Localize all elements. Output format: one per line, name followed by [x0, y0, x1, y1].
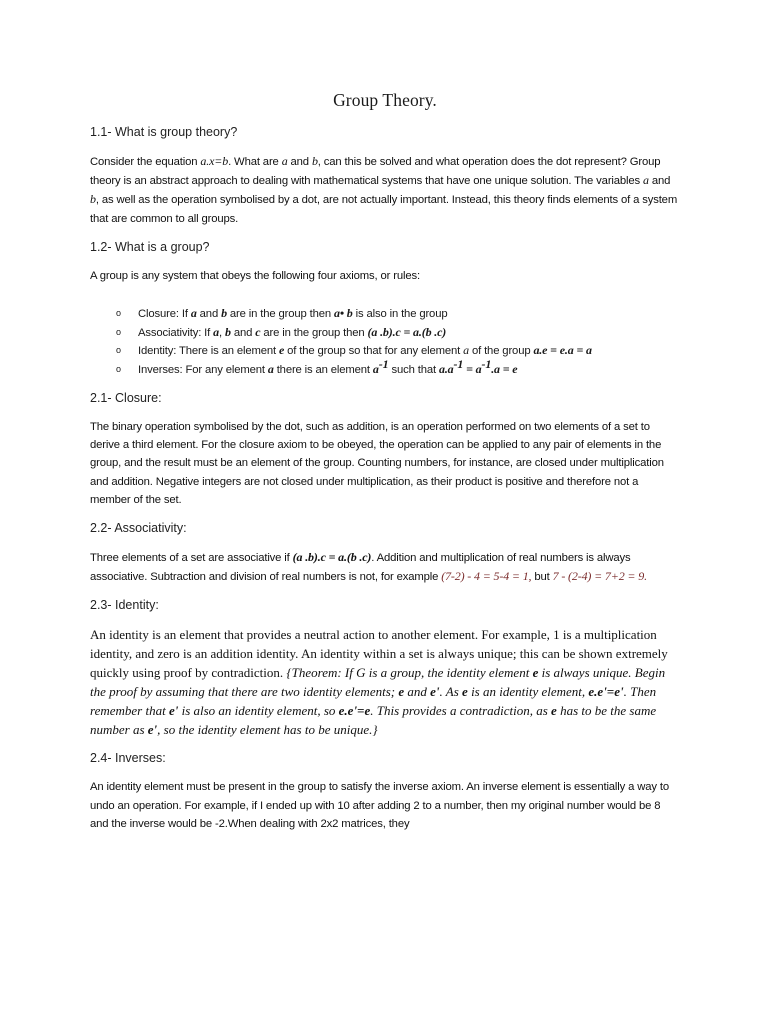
- paragraph-what-is-group-theory: [90, 152, 680, 228]
- text-run: . Addition and multiplication of real numbers is always associative. Subtraction and division of real numbers is not, for example: [90, 552, 631, 584]
- math-variable: a: [267, 361, 274, 376]
- list-item-inverses: [116, 356, 680, 380]
- heading-identity: 2.3- Identity:: [90, 598, 159, 613]
- superscript: -1: [378, 356, 389, 371]
- theorem-text: {Theorem: If G is a group, the identity element: [286, 665, 533, 681]
- document-page: [90, 90, 680, 845]
- superscript: -1: [453, 356, 464, 371]
- text-run: Consider the equation: [90, 156, 201, 168]
- heading-inverses: 2.4- Inverses:: [90, 751, 166, 766]
- theorem-text: . Then remember that: [90, 684, 657, 719]
- list-item-closure: [116, 305, 680, 324]
- superscript: -1: [481, 356, 492, 371]
- theorem-text: . This provides a contradiction, as: [370, 703, 552, 719]
- paragraph-group-intro: A group is any system that obeys the following four axioms, or rules:: [90, 269, 420, 282]
- text-run: , as well as the operation symbolised by a dot, are not actually important. Instead, this theory finds elements of a system that are common to all groups.: [90, 194, 678, 225]
- math-variable: b: [225, 324, 231, 339]
- text-run: of the group: [468, 345, 534, 358]
- bullet-icon: o: [116, 363, 121, 374]
- theorem-symbol: e': [147, 722, 158, 738]
- text-run: but: [531, 571, 553, 584]
- math-expression: a.a: [438, 361, 454, 376]
- math-variable: a: [643, 173, 649, 188]
- theorem-symbol: e: [398, 684, 405, 700]
- theorem-symbol: e': [430, 684, 440, 700]
- theorem-text: and: [404, 684, 431, 700]
- bullet-icon: o: [116, 345, 121, 356]
- math-variable: a: [372, 361, 379, 376]
- theorem-symbol: e.e'=e': [588, 684, 624, 700]
- text-run: of the group so that for any element: [284, 345, 464, 358]
- math-example: (7-2) - 4 = 5-4 = 1,: [441, 569, 532, 584]
- math-expression: (a .b).c = a.(b .c): [292, 550, 372, 565]
- text-run: Three elements of a set are associative if: [90, 552, 293, 565]
- heading-closure: 2.1- Closure:: [90, 391, 162, 406]
- heading-what-is-group-theory: 1.1- What is group theory?: [90, 125, 238, 139]
- math-variable: c: [255, 324, 261, 339]
- theorem-symbol: e.e'=e: [338, 703, 371, 719]
- math-variable: b: [311, 154, 318, 168]
- text-run: and: [287, 156, 312, 168]
- math-expression: a.e = e.a = a: [533, 343, 592, 358]
- paragraph-closure: The binary operation symbolised by the dot, such as addition, is an operation performed on two elements of a set to derive a third element. For the closure axiom to be obeyed, the operation can be applied to any pair of elements in the group, and the result must be an element of the group. Counting numbers, for instance, are closed under multiplication and addition. Negative integers are not closed under multiplication, as their product is positive and therefore not a member of the set.: [90, 421, 664, 506]
- theorem-text: has to be the same number as: [90, 703, 657, 738]
- math-expression: = a: [463, 361, 482, 376]
- math-equation: a.x=b: [200, 154, 229, 168]
- heading-what-is-a-group: 1.2- What is a group?: [90, 239, 210, 254]
- theorem-symbol: e: [551, 703, 557, 719]
- axiom-list: [90, 305, 680, 379]
- paragraph-identity: [90, 625, 680, 739]
- theorem-text: is an identity element,: [467, 684, 589, 700]
- math-variable: b: [90, 192, 96, 207]
- text-run: such that: [388, 363, 439, 376]
- text-run: , can this be solved and what operation does the dot represent? Group theory is an abstract approach to dealing with mathematical systems that have one unique solution. The variables: [90, 156, 661, 188]
- math-expression: (a .b).c = a.(b .c): [367, 324, 447, 339]
- theorem-text: is always unique. Begin the proof by assuming that there are two identity elements;: [90, 665, 666, 700]
- text-run: ,: [219, 326, 225, 339]
- math-variable: a: [190, 306, 197, 321]
- math-expression: .a = e: [491, 361, 518, 376]
- math-variable: e: [278, 343, 285, 358]
- text-run: there is an element: [273, 363, 373, 376]
- text-run: Associativity: If: [138, 326, 214, 339]
- math-variable: a: [463, 343, 469, 358]
- bullet-icon: o: [116, 326, 121, 337]
- math-example: 7 - (2-4) = 7+2 = 9.: [552, 569, 647, 584]
- paragraph-associativity: [90, 548, 680, 586]
- theorem-symbol: e: [462, 684, 468, 700]
- math-expression: a• b: [334, 306, 353, 321]
- theorem-symbol: e': [168, 703, 179, 719]
- list-item-associativity: [116, 324, 680, 343]
- math-variable: b: [221, 306, 227, 321]
- theorem-symbol: e: [532, 665, 539, 681]
- document-title: Group Theory.: [333, 90, 437, 110]
- bullet-icon: o: [116, 308, 121, 319]
- theorem-text: is also an identity element, so: [178, 703, 339, 719]
- text-run: and: [230, 326, 256, 339]
- math-variable: a: [281, 154, 288, 168]
- math-variable: a: [213, 324, 220, 339]
- text-run: . What are: [228, 156, 282, 168]
- text-run: Inverses: For any element: [138, 363, 268, 376]
- text-run: and: [196, 308, 222, 321]
- text-run: are in the group then: [260, 326, 368, 339]
- text-run: An identity is an element that provides a neutral action to another element. For example, 1 is a multiplication identity, and zero is an addition identity. An identity within a set is always unique; this can be shown extremely quickly using proof by contradiction.: [90, 627, 668, 681]
- theorem-text: , so the identity element has to be unique.}: [157, 722, 378, 738]
- heading-associativity: 2.2- Associativity:: [90, 521, 187, 536]
- text-run: Closure: If: [138, 308, 191, 321]
- list-item-identity: [116, 342, 680, 361]
- paragraph-inverses: An identity element must be present in the group to satisfy the inverse axiom. An inverse element is essentially a way to undo an operation. For example, if I ended up with 10 after adding 2 to a number, then my original number would be 8 and the inverse would be -2.When dealing with 2x2 matrices, they: [90, 781, 670, 830]
- text-run: are in the group then: [226, 308, 335, 321]
- text-run: is also in the group: [352, 308, 448, 321]
- text-run: and: [648, 175, 671, 188]
- theorem-text: . As: [439, 684, 463, 700]
- text-run: Identity: There is an element: [138, 345, 279, 358]
